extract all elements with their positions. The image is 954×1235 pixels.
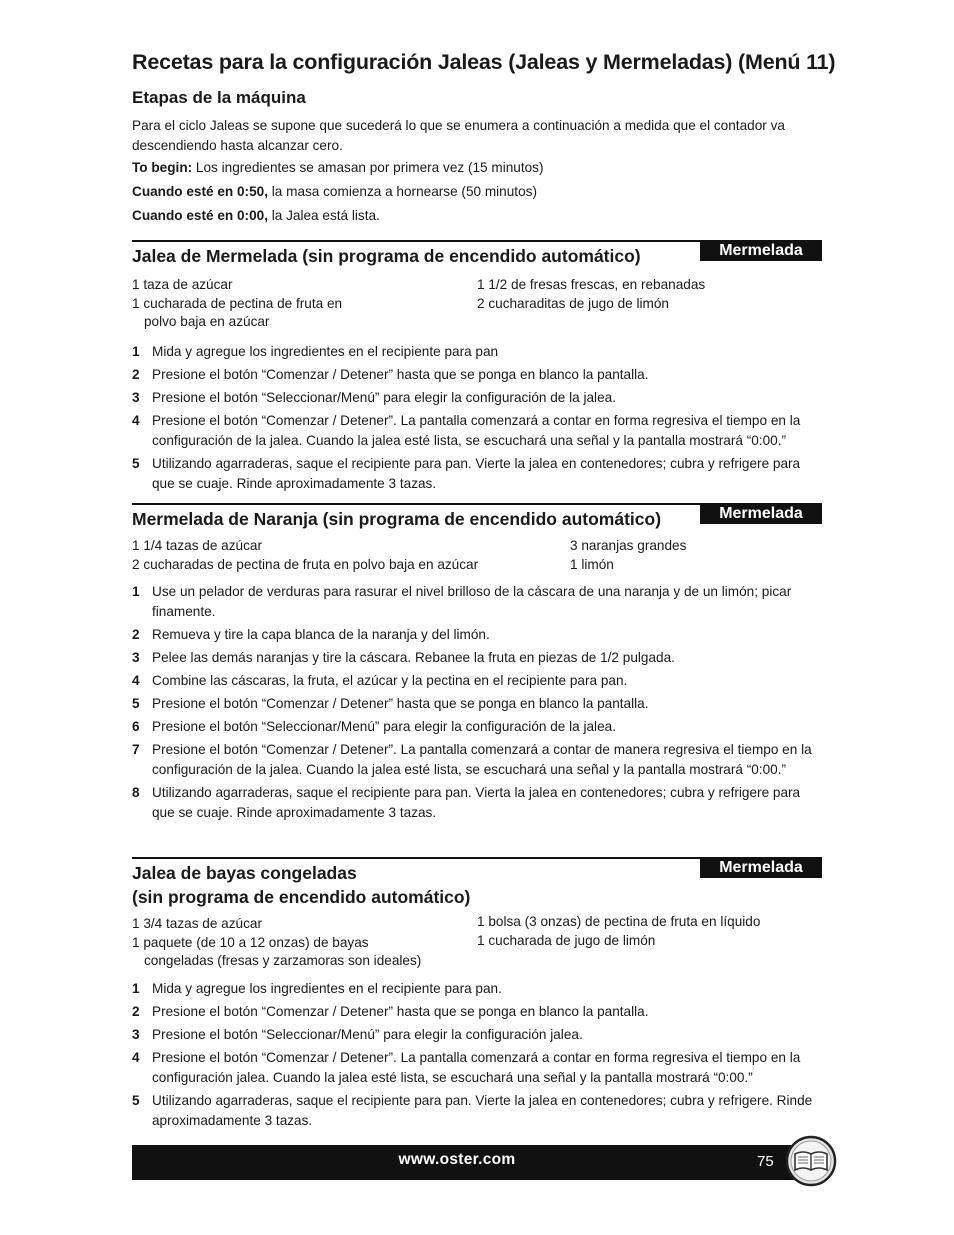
step-number: 5: [132, 456, 140, 471]
ingredient: polvo baja en azúcar: [144, 314, 270, 329]
recipe-header: [132, 503, 822, 531]
step-number: 3: [132, 390, 140, 405]
step-number: 2: [132, 1004, 140, 1019]
ingredients-left: [132, 276, 342, 332]
step-item: [132, 717, 822, 737]
step-text: Presione el botón “Comenzar / Detener”. La pantalla comenzará a contar en forma regresiva el tiempo en la configuración jalea. Cuando la jalea esté lista, se escuchará una señal y la pantalla mostrará “0:00.”: [152, 1050, 801, 1085]
steps-list: [132, 582, 822, 823]
page-title: Recetas para la configuración Jaleas (Jaleas y Mermeladas) (Menú 11): [132, 50, 836, 74]
step-text: Utilizando agarraderas, saque el recipiente para pan. Vierte la jalea en contenedores; cubra y refrigere. Rinde aproximadamente 3 tazas.: [152, 1093, 813, 1128]
ingredients-left: [132, 915, 421, 971]
ingredient: 1 cucharada de jugo de limón: [477, 932, 656, 948]
step-text: Presione el botón “Seleccionar/Menú” para elegir la configuración jalea.: [152, 1027, 583, 1042]
step-text: Presione el botón “Comenzar / Detener” hasta que se ponga en blanco la pantalla.: [152, 1004, 649, 1019]
ingredient: 1 paquete (de 10 a 12 onzas) de bayas: [132, 934, 369, 950]
ingredient: 2 cucharadas de pectina de fruta en polvo baja en azúcar: [132, 556, 479, 572]
step-item: [132, 671, 822, 691]
step-text: Presione el botón “Comenzar / Detener” hasta que se ponga en blanco la pantalla.: [152, 367, 649, 382]
ingredients: [132, 915, 822, 975]
step-number: 2: [132, 627, 140, 642]
step-item: [132, 1002, 822, 1022]
category-badge: Mermelada: [700, 859, 822, 878]
step-number: 4: [132, 413, 140, 428]
step-text: Presione el botón “Comenzar / Detener”. La pantalla comenzará a contar en forma regresiva el tiempo en la configuración de la jalea. Cuando la jalea esté lista, se escuchará una señal y la pantalla mostrará “0:00.”: [152, 413, 801, 448]
step-number: 6: [132, 719, 140, 734]
stage-item: [132, 158, 544, 178]
step-number: 7: [132, 742, 140, 757]
ingredients: [132, 537, 822, 577]
step-text: Presione el botón “Seleccionar/Menú” para elegir la configuración de la jalea.: [152, 719, 616, 734]
ingredients-right: [477, 913, 760, 950]
ingredients: [132, 276, 822, 334]
ingredients-right: [477, 276, 705, 313]
ingredient: 1 taza de azúcar: [132, 277, 233, 292]
footer-url[interactable]: www.oster.com: [398, 1151, 516, 1168]
step-text: Remueva y tire la capa blanca de la naranja y del limón.: [152, 627, 490, 642]
step-text: Utilizando agarraderas, saque el recipiente para pan. Vierta la jalea en contenedores; cubra y refrigere para que se cuaje. Rinde aproximadamente 3 tazas.: [152, 785, 801, 820]
step-number: 5: [132, 1093, 140, 1108]
step-text: Mida y agregue los ingredientes en el recipiente para pan.: [152, 981, 502, 996]
ingredient: congeladas (fresas y zarzamoras son ideales): [144, 953, 422, 968]
recipe-header: [132, 857, 822, 909]
step-number: 8: [132, 785, 140, 800]
step-item: [132, 454, 822, 494]
stage-text: Los ingredientes se amasan por primera vez (15 minutos): [192, 160, 544, 175]
page-number: 75: [757, 1153, 774, 1170]
step-item: [132, 1025, 822, 1045]
stage-text: la masa comienza a hornearse (50 minutos): [267, 184, 537, 199]
category-badge: Mermelada: [700, 505, 822, 524]
category-badge: Mermelada: [700, 242, 822, 261]
step-number: 2: [132, 367, 140, 382]
stage-label: To begin:: [132, 160, 193, 175]
stage-item: [132, 182, 537, 202]
step-item: [132, 979, 822, 999]
step-item: [132, 388, 822, 408]
step-number: 1: [132, 344, 140, 359]
step-text: Mida y agregue los ingredientes en el recipiente para pan: [152, 344, 499, 359]
step-item: [132, 783, 822, 823]
step-number: 3: [132, 1027, 140, 1042]
ingredients-right: [570, 537, 686, 574]
ingredient: 1 1/2 de fresas frescas, en rebanadas: [477, 277, 706, 292]
step-item: [132, 625, 822, 645]
recipe-title-line1: Jalea de bayas congeladas: [132, 863, 357, 883]
ingredient: 1 3/4 tazas de azúcar: [132, 916, 262, 931]
step-item: [132, 365, 822, 385]
steps-list: [132, 979, 822, 1131]
stages-heading: Etapas de la máquina: [132, 88, 306, 107]
step-number: 3: [132, 650, 140, 665]
step-item: [132, 1048, 822, 1088]
step-number: 1: [132, 584, 140, 599]
steps-list: [132, 342, 822, 494]
step-text: Use un pelador de verduras para rasurar el nivel brilloso de la cáscara de una naranja y de un limón; picar finamente.: [152, 584, 792, 619]
step-item: [132, 582, 822, 622]
recipe-title: Mermelada de Naranja (sin programa de encendido automático): [132, 509, 662, 529]
recipe-title: Jalea de Mermelada (sin programa de encendido automático): [132, 246, 641, 266]
stage-text: la Jalea está lista.: [267, 208, 380, 223]
step-number: 5: [132, 696, 140, 711]
step-text: Utilizando agarraderas, saque el recipiente para pan. Vierte la jalea en contenedores; cubra y refrigere para que se cuaje. Rinde aproximadamente 3 tazas.: [152, 456, 801, 491]
ingredient: 1 cucharada de pectina de fruta en: [132, 295, 343, 311]
step-item: [132, 342, 822, 362]
footer-bar: [132, 1145, 822, 1180]
step-number: 1: [132, 981, 140, 996]
stage-label: Cuando esté en 0:50,: [132, 184, 268, 199]
stage-item: [132, 206, 380, 226]
recipe-section: [132, 503, 822, 826]
step-item: [132, 694, 822, 714]
ingredient: 1 bolsa (3 onzas) de pectina de fruta en líquido: [477, 914, 761, 929]
step-item: [132, 411, 822, 451]
recipe-section: [132, 857, 822, 1134]
step-number: 4: [132, 673, 140, 688]
ingredient: 2 cucharaditas de jugo de limón: [477, 295, 669, 311]
recipe-header: [132, 240, 822, 268]
recipe-title-line2: (sin programa de encendido automático): [132, 887, 471, 907]
ingredient: 1 limón: [570, 556, 614, 572]
stages-intro: Para el ciclo Jaleas se supone que sucederá lo que se enumera a continuación a medida que el contador va descendiendo hasta alcanzar cero.: [132, 118, 785, 153]
recipe-section: [132, 240, 822, 497]
step-item: [132, 648, 822, 668]
ingredient: 3 naranjas grandes: [570, 538, 687, 553]
step-number: 4: [132, 1050, 140, 1065]
step-item: [132, 740, 822, 780]
step-text: Pelee las demás naranjas y tire la cáscara. Rebanee la fruta en piezas de 1/2 pulgada.: [152, 650, 675, 665]
ingredient: 1 1/4 tazas de azúcar: [132, 538, 262, 553]
step-text: Combine las cáscaras, la fruta, el azúcar y la pectina en el recipiente para pan.: [152, 673, 628, 688]
stage-label: Cuando esté en 0:00,: [132, 208, 268, 223]
step-text: Presione el botón “Comenzar / Detener” hasta que se ponga en blanco la pantalla.: [152, 696, 649, 711]
ingredients-left: [132, 537, 478, 574]
step-text: Presione el botón “Seleccionar/Menú” para elegir la configuración de la jalea.: [152, 390, 616, 405]
book-icon: [785, 1135, 837, 1187]
step-text: Presione el botón “Comenzar / Detener”. La pantalla comenzará a contar de manera regresiva el tiempo en la configuración de la jalea. Cuando la jalea esté lista, se escuchará una señal y la pantalla mostrará “0:00.”: [152, 742, 812, 777]
step-item: [132, 1091, 822, 1131]
